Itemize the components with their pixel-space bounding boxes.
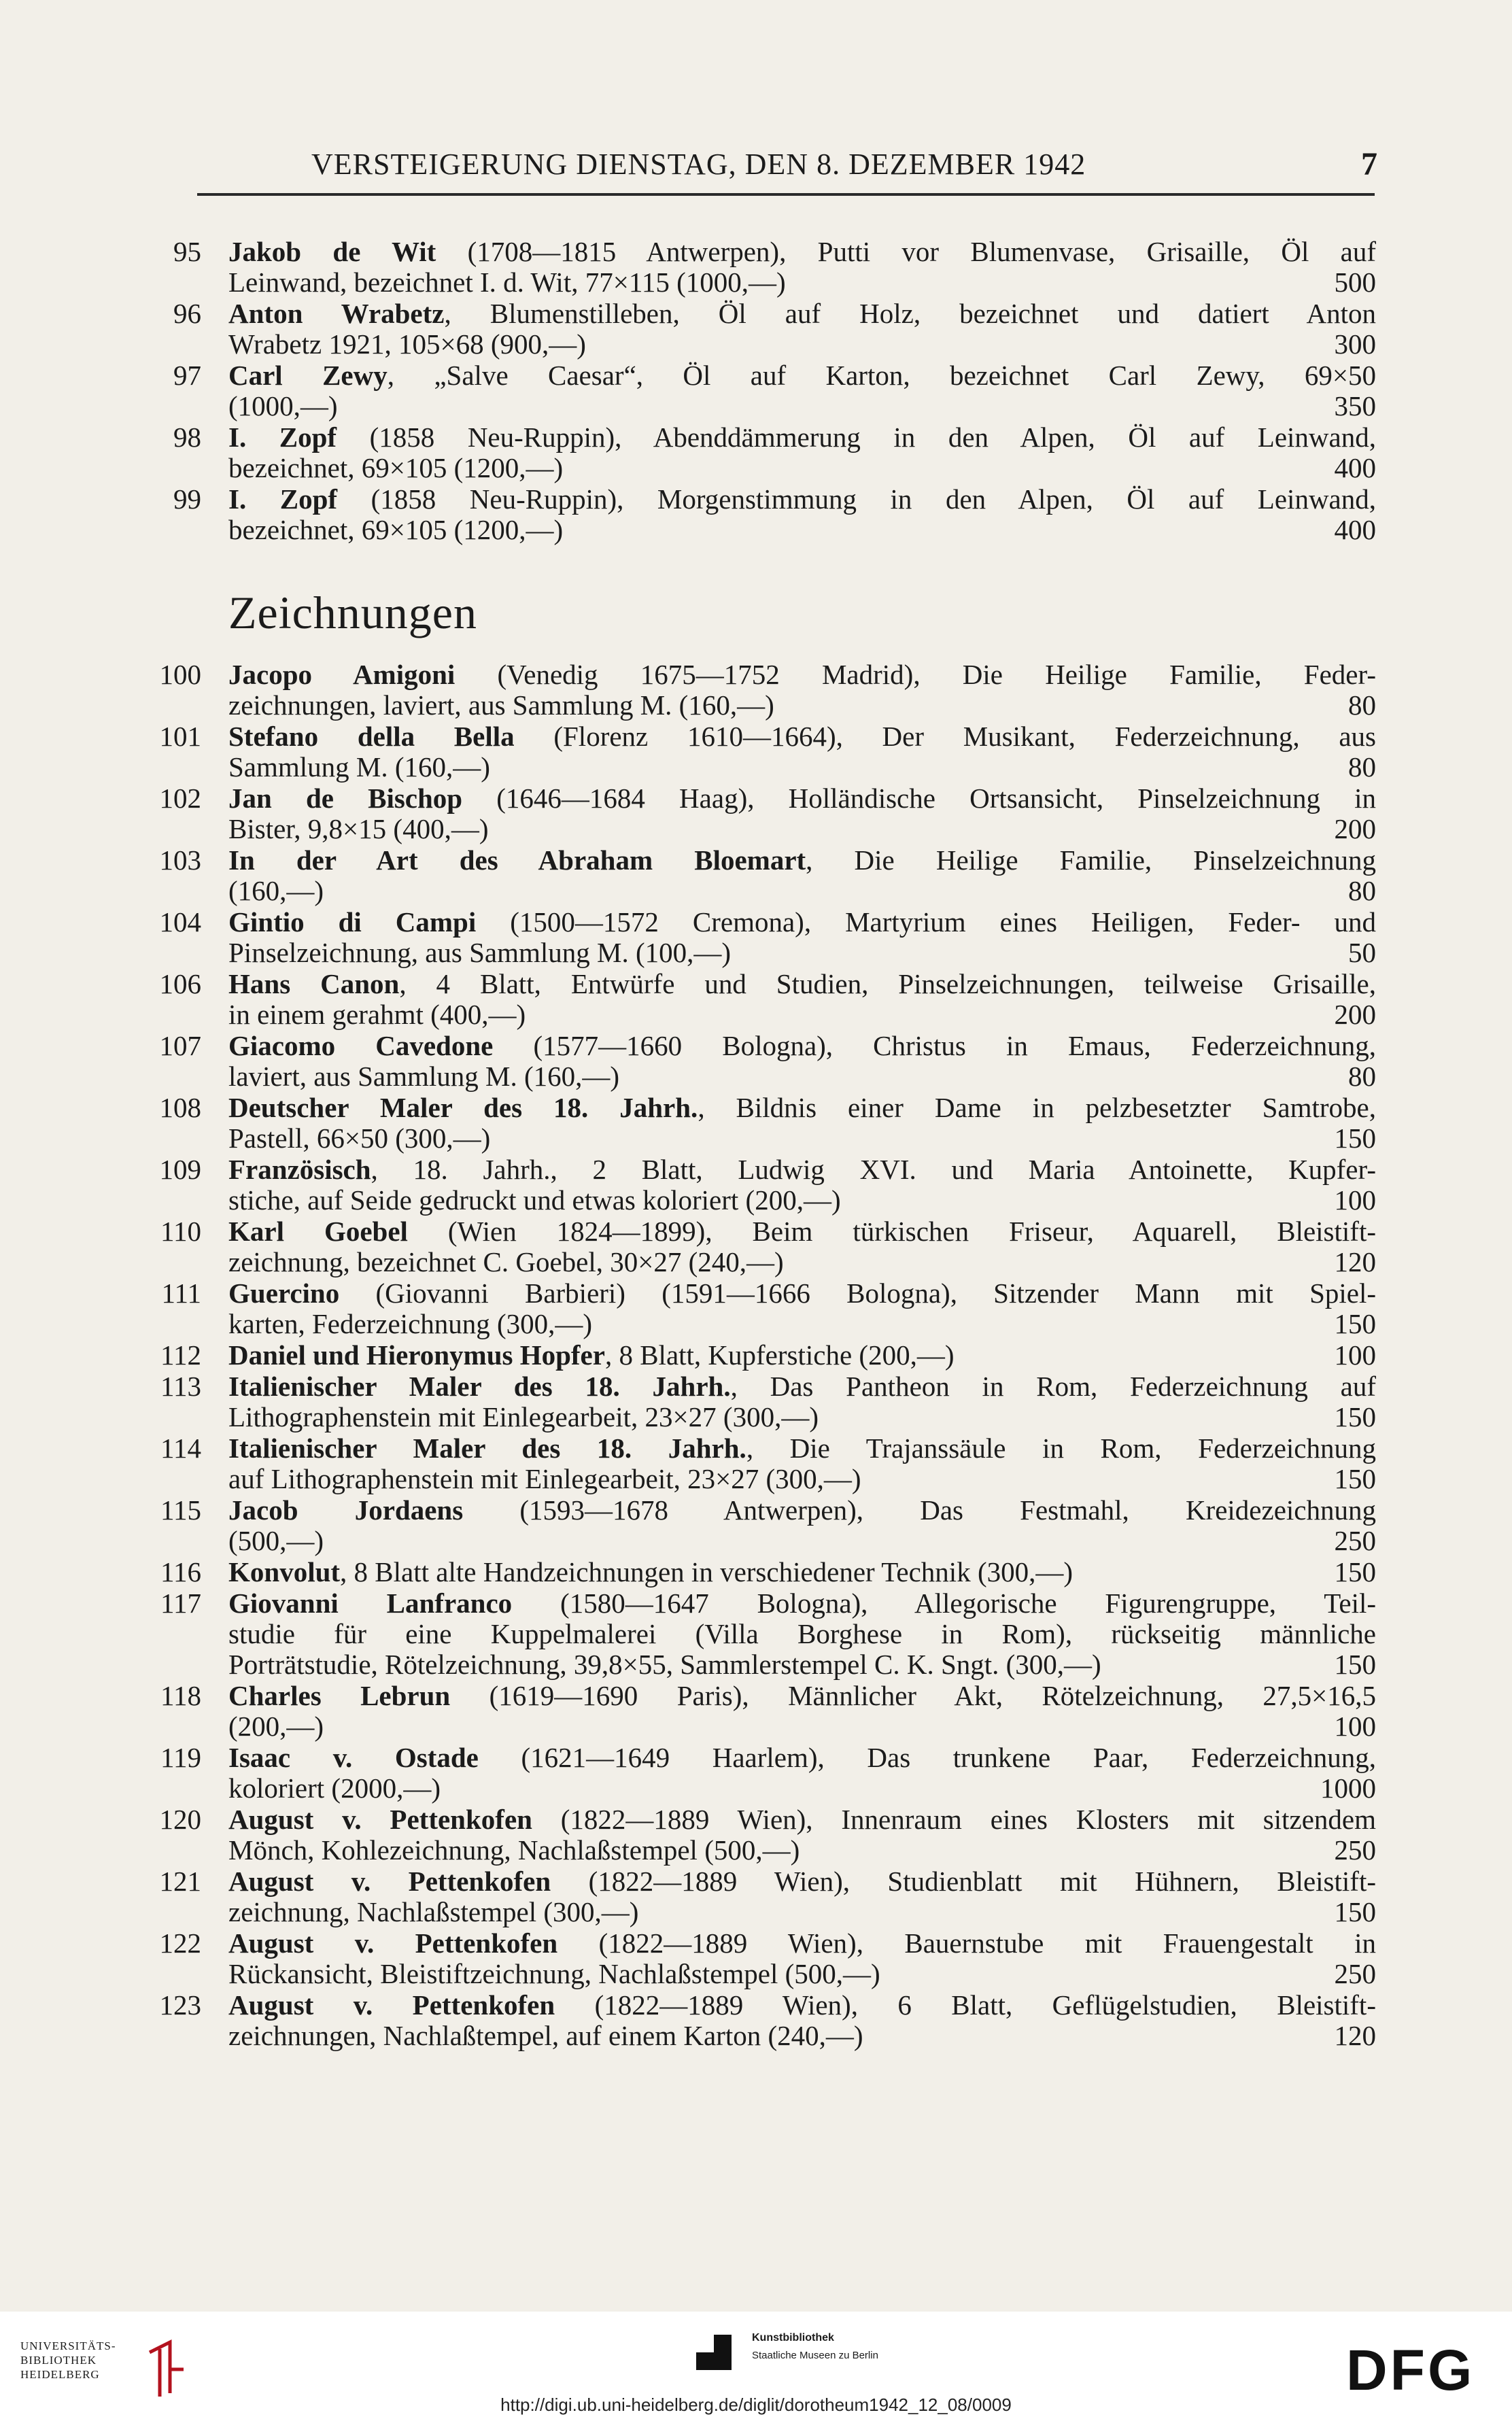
lot-details-cont: Lithographenstein mit Einlegearbeit, 23×27 (300,—) [228, 1402, 819, 1432]
catalog-entry [0, 907, 1512, 969]
artist-name: August v. Pettenkofen [228, 1990, 555, 2021]
catalog-entry [0, 484, 1512, 546]
lot-details: , 8 Blatt alte Handzeichnungen in verschiedener Technik (300,—) [340, 1557, 1073, 1588]
lot-details-cont: (500,—) [228, 1526, 324, 1556]
lot-details-cont: Rückansicht, Bleistiftzeichnung, Nachlaßstempel (500,—) [228, 1959, 880, 1989]
lot-description [228, 721, 1376, 783]
drawings-list [0, 659, 1512, 2052]
lot-details-cont: Mönch, Kohlezeichnung, Nachlaßstempel (500,—) [228, 1835, 800, 1866]
lot-description [228, 969, 1376, 1030]
catalog-entry [0, 1433, 1512, 1495]
catalog-entry [0, 1216, 1512, 1278]
lot-details: , 4 Blatt, Entwürfe und Studien, Pinselzeichnungen, teilweise Grisaille, [399, 969, 1376, 999]
lot-number: 112 [160, 1339, 201, 1371]
dfg-logo: DFG [1346, 2338, 1475, 2402]
artist-name: Hans Canon [228, 969, 400, 999]
lot-details: (1822—1889 Wien), Bauernstube mit Frauengestalt in [557, 1928, 1376, 1959]
lot-description [228, 659, 1376, 721]
catalog-entry [0, 783, 1512, 845]
catalog-entry [0, 1031, 1512, 1093]
lot-description [228, 484, 1376, 545]
lot-details-cont: Wrabetz 1921, 105×68 (900,—) [228, 329, 586, 360]
catalog-entry [0, 298, 1512, 360]
lot-number: 120 [159, 1804, 201, 1835]
lot-details: (1646—1684 Haag), Holländische Ortsansicht, Pinselzeichnung in [462, 783, 1376, 814]
estimate-price: 120 [1334, 2021, 1376, 2051]
artist-name: Konvolut [228, 1557, 341, 1588]
lot-details: (1577—1660 Bologna), Christus in Emaus, Federzeichnung, [493, 1031, 1376, 1061]
catalog-entry [0, 1681, 1512, 1743]
lot-details: (1580—1647 Bologna), Allegorische Figurengruppe, Teil- [512, 1588, 1376, 1619]
estimate-price: 400 [1334, 515, 1376, 545]
artist-name: Italienischer Maler des 18. Jahrh. [228, 1371, 731, 1402]
catalog-entry [0, 659, 1512, 721]
lot-description [228, 1093, 1376, 1154]
kunstbibliothek-logo [687, 2325, 959, 2386]
artist-name: Jacopo Amigoni [228, 659, 456, 690]
estimate-price: 350 [1334, 391, 1376, 422]
lot-number: 118 [160, 1680, 201, 1711]
lot-number: 100 [159, 659, 201, 690]
lot-description [228, 1031, 1376, 1092]
lot-details-cont: Sammlung M. (160,—) [228, 752, 490, 783]
university-line-3: HEIDELBERG [20, 2368, 100, 2381]
lot-details-cont: zeichnungen, Nachlaßtempel, auf einem Karton (240,—) [228, 2021, 863, 2051]
artist-name: Jan de Bischop [228, 783, 463, 814]
catalog-entry [0, 1154, 1512, 1216]
artist-name: In der Art des Abraham Bloemart [228, 845, 806, 876]
lot-details-cont: bezeichnet, 69×105 (1200,—) [228, 515, 564, 545]
lot-number: 117 [160, 1588, 201, 1619]
lot-description [228, 907, 1376, 968]
paintings-list [0, 237, 1512, 546]
artist-name: Guercino [228, 1278, 340, 1309]
lot-description [228, 1588, 1376, 1680]
lot-number: 108 [159, 1092, 201, 1123]
estimate-price: 150 [1334, 1897, 1376, 1927]
lot-details-cont: (1000,—) [228, 391, 338, 422]
lot-description [228, 1990, 1376, 2051]
estimate-price: 250 [1334, 1959, 1376, 1989]
lot-details: (1619—1690 Paris), Männlicher Akt, Rötelzeichnung, 27,5×16,5 [450, 1681, 1376, 1711]
estimate-price: 100 [1334, 1185, 1376, 1216]
lot-details-cont: Pastell, 66×50 (300,—) [228, 1123, 491, 1154]
lot-details-cont: (160,—) [228, 876, 324, 906]
catalog-entry [0, 1093, 1512, 1154]
artist-name: August v. Pettenkofen [228, 1804, 532, 1835]
estimate-price: 200 [1334, 814, 1376, 844]
lot-details-cont: bezeichnet, 69×105 (1200,—) [228, 453, 564, 483]
lot-number: 106 [159, 968, 201, 999]
lot-details-cont: koloriert (2000,—) [228, 1773, 441, 1804]
catalog-entry [0, 1371, 1512, 1433]
lot-number: 98 [173, 422, 201, 453]
artist-name: August v. Pettenkofen [228, 1866, 551, 1897]
lot-description [228, 1154, 1376, 1216]
lot-description [228, 845, 1376, 906]
lot-details: , 18. Jahrh., 2 Blatt, Ludwig XVI. und Maria Antoinette, Kupfer- [371, 1154, 1376, 1185]
lot-description [228, 1216, 1376, 1277]
lot-description [228, 1928, 1376, 1989]
lot-details: (1500—1572 Cremona), Martyrium eines Heiligen, Feder- und [476, 907, 1376, 938]
lot-number: 99 [173, 483, 201, 515]
lot-details: , „Salve Caesar“, Öl auf Karton, bezeichnet Carl Zewy, 69×50 [387, 360, 1376, 391]
lot-details: (1822—1889 Wien), Innenraum eines Klosters mit sitzendem [532, 1804, 1376, 1835]
lot-number: 119 [160, 1742, 201, 1773]
lot-details-cont: studie für eine Kuppelmalerei (Villa Borghese in Rom), rückseitig männliche [228, 1619, 1376, 1649]
lot-details: (Venedig 1675—1752 Madrid), Die Heilige Familie, Feder- [455, 659, 1376, 690]
lot-details-cont: stiche, auf Seide gedruckt und etwas koloriert (200,—) [228, 1185, 841, 1216]
estimate-price: 80 [1348, 690, 1376, 721]
lot-description [228, 1743, 1376, 1804]
lot-details: (1593—1678 Antwerpen), Das Festmahl, Kreidezeichnung [463, 1495, 1376, 1526]
university-line-1: UNIVERSITÄTS- [20, 2339, 116, 2352]
catalog-entry [0, 1495, 1512, 1557]
catalog-entry [0, 422, 1512, 484]
page-number: 7 [1361, 146, 1377, 182]
lot-description [228, 237, 1376, 298]
lot-details: (1858 Neu-Ruppin), Morgenstimmung in den Alpen, Öl auf Leinwand, [337, 484, 1376, 515]
lot-description [228, 783, 1376, 844]
lot-details-cont: auf Lithographenstein mit Einlegearbeit, 23×27 (300,—) [228, 1464, 861, 1494]
artist-name: Anton Wrabetz [228, 298, 445, 329]
lot-number: 121 [159, 1866, 201, 1897]
lot-description [228, 422, 1376, 483]
artist-name: I. Zopf [228, 484, 338, 515]
catalog-entry [0, 237, 1512, 298]
lot-details: , Das Pantheon in Rom, Federzeichnung auf [730, 1371, 1376, 1402]
artist-name: I. Zopf [228, 422, 337, 453]
catalog-entry [0, 1340, 1512, 1371]
lot-description [228, 1557, 1376, 1588]
estimate-price: 150 [1334, 1557, 1376, 1588]
lot-details: , Bildnis einer Dame in pelzbesetzter Samtrobe, [698, 1093, 1376, 1123]
university-line-2: BIBLIOTHEK [20, 2354, 97, 2367]
lot-number: 113 [160, 1371, 201, 1402]
artist-name: Charles Lebrun [228, 1681, 451, 1711]
lot-description [228, 1278, 1376, 1339]
page-header [311, 144, 1377, 192]
university-emblem-icon [143, 2339, 190, 2400]
artist-name: Stefano della Bella [228, 721, 515, 752]
artist-name: Jakob de Wit [228, 237, 436, 267]
lot-details: , Blumenstilleben, Öl auf Holz, bezeichnet und datiert Anton [444, 298, 1376, 329]
lot-details-cont: Pinselzeichnung, aus Sammlung M. (100,—) [228, 938, 732, 968]
lot-details: , Die Heilige Familie, Pinselzeichnung [806, 845, 1376, 876]
catalog-entry [0, 1928, 1512, 1990]
lot-number: 103 [159, 844, 201, 876]
artist-name: Jacob Jordaens [228, 1495, 464, 1526]
lot-number: 110 [160, 1216, 201, 1247]
estimate-price: 400 [1334, 453, 1376, 483]
lot-details: , Die Trajanssäule in Rom, Federzeichnung [746, 1433, 1376, 1464]
artist-name: Italienischer Maler des 18. Jahrh. [228, 1433, 746, 1464]
lot-number: 111 [161, 1277, 201, 1309]
catalog-entry [0, 1557, 1512, 1588]
lot-details-cont: zeichnung, bezeichnet C. Goebel, 30×27 (240,—) [228, 1247, 784, 1277]
lot-number: 95 [173, 236, 201, 267]
lot-details-cont: Porträtstudie, Rötelzeichnung, 39,8×55, Sammlerstempel C. K. Sngt. (300,—) [228, 1649, 1101, 1680]
lot-number: 96 [173, 298, 201, 329]
catalog-entry [0, 969, 1512, 1031]
lot-details: (Giovanni Barbieri) (1591—1666 Bologna), Sitzender Mann mit Spiel- [339, 1278, 1376, 1309]
lot-details-cont: zeichnung, Nachlaßstempel (300,—) [228, 1897, 639, 1927]
estimate-price: 100 [1334, 1711, 1376, 1742]
estimate-price: 120 [1334, 1247, 1376, 1277]
catalog-entry [0, 1588, 1512, 1681]
lot-number: 104 [159, 906, 201, 938]
lot-details: (Florenz 1610—1664), Der Musikant, Federzeichnung, aus [514, 721, 1376, 752]
artist-name: Deutscher Maler des 18. Jahrh. [228, 1093, 698, 1123]
estimate-price: 50 [1348, 938, 1376, 968]
university-library-logo [20, 2339, 190, 2400]
catalog-entry [0, 1990, 1512, 2052]
lot-details: (1621—1649 Haarlem), Das trunkene Paar, Federzeichnung, [478, 1743, 1376, 1773]
catalog-entry [0, 1743, 1512, 1804]
artist-name: Karl Goebel [228, 1216, 408, 1247]
lot-details-cont: laviert, aus Sammlung M. (160,—) [228, 1061, 620, 1092]
footer [0, 2312, 1512, 2419]
lot-details: (1822—1889 Wien), Studienblatt mit Hühnern, Bleistift- [551, 1866, 1376, 1897]
lot-details: (1708—1815 Antwerpen), Putti vor Blumenvase, Grisaille, Öl auf [436, 237, 1376, 267]
estimate-price: 500 [1334, 267, 1376, 298]
estimate-price: 80 [1348, 1061, 1376, 1092]
catalog-entry [0, 1278, 1512, 1340]
estimate-price: 150 [1334, 1123, 1376, 1154]
lot-number: 114 [160, 1432, 201, 1464]
artist-name: Daniel und Hieronymus Hopfer [228, 1340, 605, 1371]
catalog-entry [0, 845, 1512, 907]
lot-details: (1822—1889 Wien), 6 Blatt, Geflügelstudien, Bleistift- [555, 1990, 1376, 2021]
artist-name: August v. Pettenkofen [228, 1928, 558, 1959]
lot-number: 115 [160, 1494, 201, 1526]
catalog-entry [0, 1804, 1512, 1866]
lot-details-cont: zeichnungen, laviert, aus Sammlung M. (160,—) [228, 690, 774, 721]
kunstbibliothek-emblem-icon [687, 2325, 741, 2380]
header-title: VERSTEIGERUNG DIENSTAG, DEN 8. DEZEMBER 1942 [311, 148, 1086, 181]
lot-number: 97 [173, 360, 201, 391]
lot-details: , 8 Blatt, Kupferstiche (200,—) [604, 1340, 955, 1371]
lot-number: 109 [159, 1154, 201, 1185]
estimate-price: 250 [1334, 1835, 1376, 1866]
lot-number: 123 [159, 1989, 201, 2021]
section-heading-drawings: Zeichnungen [228, 587, 477, 638]
library-subtitle: Staatliche Museen zu Berlin [752, 2350, 878, 2361]
lot-details-cont: in einem gerahmt (400,—) [228, 999, 526, 1030]
lot-description [228, 298, 1376, 360]
lot-details: (Wien 1824—1899), Beim türkischen Friseur, Aquarell, Bleistift- [407, 1216, 1376, 1247]
lot-number: 107 [159, 1030, 201, 1061]
artist-name: Giacomo Cavedone [228, 1031, 494, 1061]
estimate-price: 150 [1334, 1402, 1376, 1432]
estimate-price: 300 [1334, 329, 1376, 360]
lot-description [228, 1340, 1376, 1371]
estimate-price: 80 [1348, 752, 1376, 783]
lot-description [228, 1681, 1376, 1742]
lot-description [228, 1866, 1376, 1927]
lot-number: 101 [159, 721, 201, 752]
lot-description [228, 360, 1376, 422]
lot-description [228, 1433, 1376, 1494]
lot-description [228, 1371, 1376, 1432]
artist-name: Französisch [228, 1154, 371, 1185]
source-url[interactable]: http://digi.ub.uni-heidelberg.de/diglit/dorotheum1942_12_08/0009 [500, 2395, 1012, 2415]
artist-name: Gintio di Campi [228, 907, 477, 938]
lot-description [228, 1804, 1376, 1866]
header-rule [197, 193, 1375, 196]
estimate-price: 200 [1334, 999, 1376, 1030]
estimate-price: 1000 [1320, 1773, 1376, 1804]
lot-number: 116 [160, 1556, 201, 1588]
artist-name: Carl Zewy [228, 360, 388, 391]
catalog-entry [0, 360, 1512, 422]
lot-details-cont: Leinwand, bezeichnet I. d. Wit, 77×115 (1000,—) [228, 267, 786, 298]
artist-name: Giovanni Lanfranco [228, 1588, 513, 1619]
estimate-price: 250 [1334, 1526, 1376, 1556]
estimate-price: 150 [1334, 1464, 1376, 1494]
lot-details-cont: Bister, 9,8×15 (400,—) [228, 814, 489, 844]
artist-name: Isaac v. Ostade [228, 1743, 479, 1773]
estimate-price: 150 [1334, 1309, 1376, 1339]
estimate-price: 100 [1334, 1340, 1376, 1371]
lot-details-cont: (200,—) [228, 1711, 324, 1742]
lot-number: 102 [159, 783, 201, 814]
estimate-price: 80 [1348, 876, 1376, 906]
library-name: Kunstbibliothek [752, 2332, 834, 2344]
estimate-price: 150 [1334, 1649, 1376, 1680]
catalog-entry [0, 721, 1512, 783]
lot-details-cont: karten, Federzeichnung (300,—) [228, 1309, 593, 1339]
lot-number: 122 [159, 1927, 201, 1959]
lot-details: (1858 Neu-Ruppin), Abenddämmerung in den Alpen, Öl auf Leinwand, [337, 422, 1376, 453]
catalog-entry [0, 1866, 1512, 1928]
lot-description [228, 1495, 1376, 1556]
